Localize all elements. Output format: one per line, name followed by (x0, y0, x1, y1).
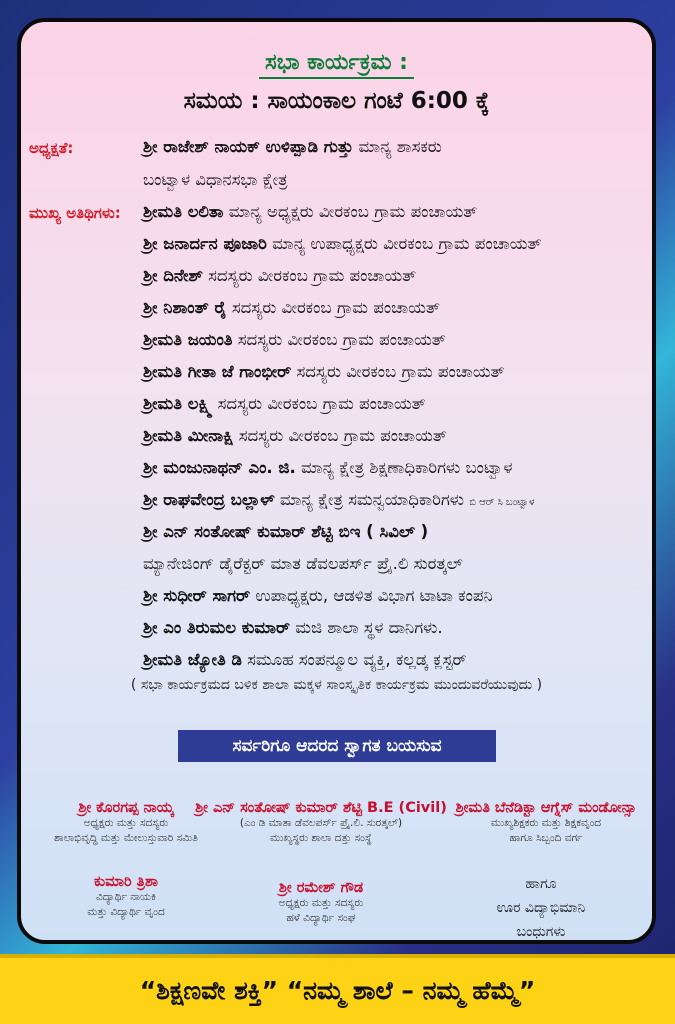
guest-line: ಶ್ರೀಮತಿ ಮೀನಾಕ್ಷಿ ಸದಸ್ಯರು ವೀರಕಂಬ ಗ್ರಾಮ ಪಂಚಾಯತ್ (143, 426, 447, 445)
host-signature: ಶ್ರೀಮತಿ ಬೆನೆಡಿಕ್ಟಾ ಆಗ್ನೆಸ್ ಮಂಡೋನ್ಸಾ ಮುಖ್ಯಶಿಕ್ಷಕರು ಮತ್ತು ಶಿಕ್ಷಕವೃಂದ ಹಾಗೂ ಸಿಬ್ಬಂದಿ ವರ್ಗ (455, 800, 637, 844)
guest-line: ಶ್ರೀ ಸುಧೀರ್ ಸಾಗರ್ ಉಪಾಧ್ಯಕ್ಷರು, ಆಡಳಿತ ವಿಭಾಗ ಟಾಟಾ ಕಂಪನಿ (143, 586, 493, 605)
guest-line: ಶ್ರೀ ಜನಾರ್ದನ ಪೂಜಾರಿ ಮಾನ್ಯ ಉಪಾಧ್ಯಕ್ಷರು ವೀರಕಂಬ ಗ್ರಾಮ ಪಂಚಾಯತ್ (143, 234, 542, 253)
host-signature: ಹಾಗೂ ಊರ ವಿದ್ಯಾಭಿಮಾನಿ ಬಂಧುಗಳು (496, 876, 586, 940)
president-label: ಅಧ್ಯಕ್ಷತೆ: (29, 139, 74, 157)
programme-note: ( ಸಭಾ ಕಾರ್ಯಕ್ರಮದ ಬಳಿಕ ಶಾಲಾ ಮಕ್ಕಳ ಸಾಂಸ್ಕೃತಿಕ ಕಾರ್ಯಕ್ರಮ ಮುಂದುವರೆಯುವುದು ) (130, 677, 543, 693)
guests-label: ಮುಖ್ಯ ಅತಿಥಿಗಳು: (29, 204, 121, 222)
programme-title: ಸಭಾ ಕಾರ್ಯಕ್ರಮ : (21, 50, 652, 75)
programme-panel (17, 18, 656, 944)
guest-line: ಶ್ರೀ ರಾಘವೇಂದ್ರ ಬಲ್ಲಾಳ್ ಮಾನ್ಯ ಕ್ಷೇತ್ರ ಸಮನ್ವಯಾಧಿಕಾರಿಗಳು ಬಿ ಆರ್ ಸಿ ಬಂಟ್ವಾಳ (143, 490, 535, 509)
guest-line: ಮ್ಯಾನೇಜಿಂಗ್ ಡೈರೆಕ್ಟರ್ ಮಾತ ಡೆವಲಪರ್ಸ್ ಪ್ರೈ.ಲಿ ಸುರತ್ಕಲ್ (143, 554, 463, 573)
host-signature: ಶ್ರೀ ರಮೇಶ್ ಗೌಡ ಅಧ್ಯಕ್ಷರು ಮತ್ತು ಸದಸ್ಯರು ಹಳೆ ವಿದ್ಯಾರ್ಥಿ ಸಂಘ (278, 880, 364, 924)
slogan-footer: “ಶಿಕ್ಷಣವೇ ಶಕ್ತಿ” “ನಮ್ಮ ಶಾಲೆ – ನಮ್ಮ ಹೆಮ್ಮೆ” (0, 954, 675, 1024)
host-signature: ಶ್ರೀ ಕೊರಗಪ್ಪ ನಾಯ್ಕ ಅಧ್ಯಕ್ಷರು ಮತ್ತು ಸದಸ್ಯರು ಶಾಲಾಭಿವೃದ್ಧಿ ಮತ್ತು ಮೇಲುಸ್ತುವಾರಿ ಸಮಿತಿ (54, 800, 198, 844)
president-line: ಶ್ರೀ ರಾಜೇಶ್ ನಾಯಕ್ ಉಳಿಪ್ಪಾಡಿ ಗುತ್ತು ಮಾನ್ಯ ಶಾಸಕರು (143, 137, 442, 156)
guest-line: ಶ್ರೀ ಮಂಜುನಾಥನ್ ಎಂ. ಜಿ. ಮಾನ್ಯ ಕ್ಷೇತ್ರ ಶಿಕ್ಷಣಾಧಿಕಾರಿಗಳು ಬಂಟ್ವಾಳ (143, 458, 513, 477)
welcome-banner: ಸರ್ವರಿಗೂ ಆದರದ ಸ್ವಾಗತ ಬಯಸುವ (178, 730, 496, 762)
guest-line: ಶ್ರೀಮತಿ ಗೀತಾ ಜೆ ಗಾಂಭೀರ್ ಸದಸ್ಯರು ವೀರಕಂಬ ಗ್ರಾಮ ಪಂಚಾಯತ್ (143, 362, 505, 381)
president-constituency: ಬಂಟ್ವಾಳ ವಿಧಾನಸಭಾ ಕ್ಷೇತ್ರ (143, 170, 288, 189)
guest-line: ಶ್ರೀ ದಿನೇಶ್ ಸದಸ್ಯರು ವೀರಕಂಬ ಗ್ರಾಮ ಪಂಚಾಯತ್ (143, 266, 417, 285)
programme-time: ಸಮಯ : ಸಾಯಂಕಾಲ ಗಂಟೆ 6:00 ಕ್ಕೆ (183, 88, 490, 114)
guest-line: ಶ್ರೀ ನಿಶಾಂತ್ ರೈ ಸದಸ್ಯರು ವೀರಕಂಬ ಗ್ರಾಮ ಪಂಚಾಯತ್ (143, 298, 440, 317)
guest-line: ಶ್ರೀಮತಿ ಲಕ್ಷ್ಮಿ ಸದಸ್ಯರು ವೀರಕಂಬ ಗ್ರಾಮ ಪಂಚಾಯತ್ (143, 394, 426, 413)
guest-line: ಶ್ರೀ ಎಂ ತಿರುಮಲ ಕುಮಾರ್ ಮಜಿ ಶಾಲಾ ಸ್ಥಳ ದಾನಿಗಳು. (143, 618, 443, 637)
host-signature: ಶ್ರೀ ಎನ್ ಸಂತೋಷ್ ಕುಮಾರ್ ಶೆಟ್ಟಿ B.E (Civil) (ಎಂ ಡಿ ಮಾತಾ ಡೆವಲಪರ್ಸ್ ಪ್ರೈ.ಲಿ. ಸುರತ್ಕಲ್) ಮುಖ್ಯಸ್ಥರು ಶಾಲಾ ದತ್ತು ಸಂಸ್ಥೆ (195, 800, 447, 844)
guest-line: ಶ್ರೀಮತಿ ಲಲಿತಾ ಮಾನ್ಯ ಅಧ್ಯಕ್ಷರು ವೀರಕಂಬ ಗ್ರಾಮ ಪಂಚಾಯತ್ (143, 202, 478, 221)
guest-line: ಶ್ರೀ ಎನ್ ಸಂತೋಷ್ ಕುಮಾರ್ ಶೆಟ್ಟಿ ಬಿಇ ( ಸಿವಿಲ್ ) (143, 522, 429, 541)
guest-line: ಶ್ರೀಮತಿ ಜ್ಯೋತಿ ಡಿ ಸಮೂಹ ಸಂಪನ್ಮೂಲ ವ್ಯಕ್ತಿ, ಕಲ್ಲಡ್ಕ ಕ್ಲಸ್ಟರ್ (143, 650, 467, 669)
guest-line: ಶ್ರೀಮತಿ ಜಯಂತಿ ಸದಸ್ಯರು ವೀರಕಂಬ ಗ್ರಾಮ ಪಂಚಾಯತ್ (143, 330, 446, 349)
host-signature: ಕುಮಾರಿ ತ್ರಿಶಾ ವಿದ್ಯಾರ್ಥಿ ನಾಯಕಿ ಮತ್ತು ವಿದ್ಯಾರ್ಥಿ ವೃಂದ (87, 874, 165, 918)
